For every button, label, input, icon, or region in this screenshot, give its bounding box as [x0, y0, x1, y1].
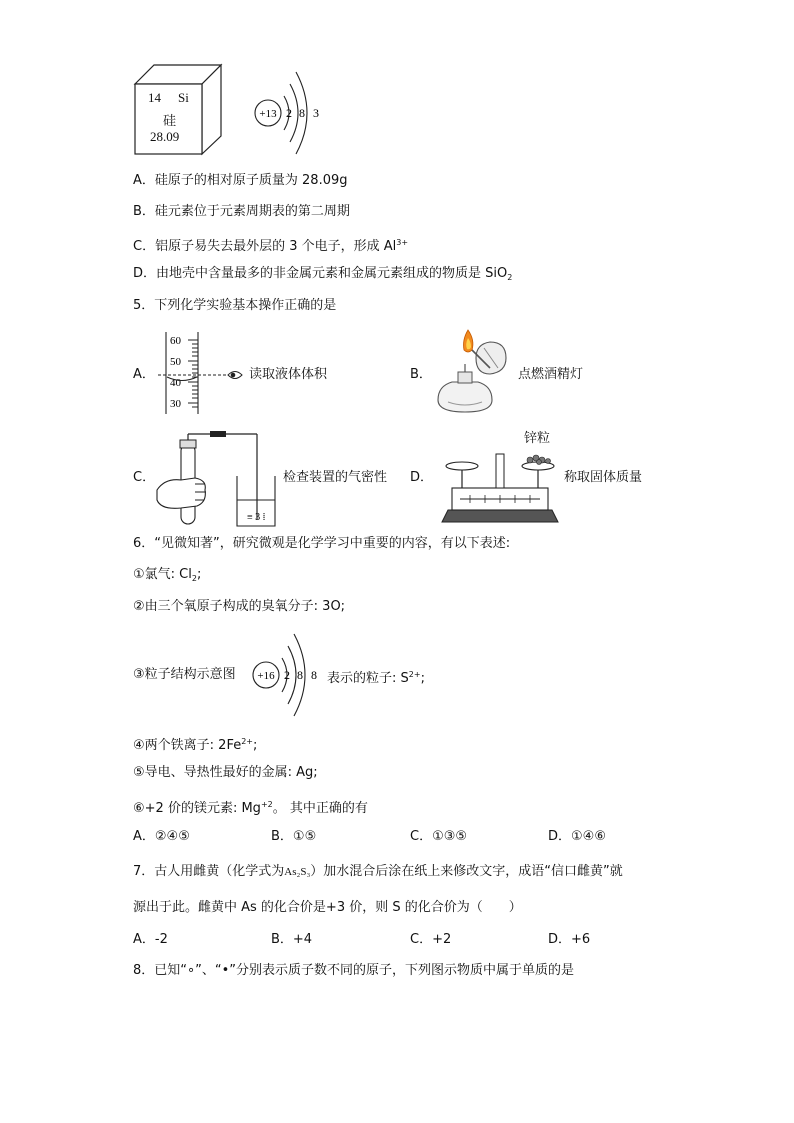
s-shell-2: 8: [297, 668, 303, 682]
q5-letter-d: D．: [410, 470, 434, 485]
q4-option-d: D．由地壳中含量最多的非金属元素和金属元素组成的物质是 SiO$_2$: [133, 266, 513, 282]
q5-label-d: 称取固体质量: [564, 470, 643, 485]
eye-icon: [228, 372, 242, 379]
al-shell-1: 2: [286, 106, 292, 120]
q6-stem: 6．“见微知著”，研究微观是化学学习中重要的内容，有以下表述:: [133, 536, 511, 551]
q5-label-a: 读取液体体积: [249, 367, 328, 382]
alcohol-lamp-ignition-diagram: [432, 328, 518, 418]
flame-icon: [464, 330, 473, 352]
graduated-cylinder-diagram: [158, 330, 248, 416]
q4-option-c: C．铝原子易失去最外层的 3 个电子，形成 $Al^{3+}$: [133, 238, 409, 254]
zinc-granules: [527, 455, 551, 465]
q7-line-2: 源出于此。雌黄中 As 的化合价是+3 价，则 S 的化合价为（ ）: [133, 900, 522, 915]
q5-letter-b: B．: [410, 367, 432, 382]
element-symbol: Si: [178, 90, 189, 105]
q4-option-a: A．硅原子的相对原子质量为 28.09g: [133, 173, 348, 188]
q7-option-a: A．-2: [133, 932, 168, 947]
q6-option-d: D．①④⑥: [548, 829, 606, 844]
s-ion-structure-diagram: [250, 628, 324, 720]
q7-option-b: B．+4: [271, 932, 313, 947]
element-mass: 28.09: [150, 129, 180, 144]
q6-statement-6: ⑥+2 价的镁元素: $Mg^{+2}$。 其中正确的有: [133, 800, 368, 816]
q7-option-d: D．+6: [548, 932, 591, 947]
q7-line-1: 7．古人用雌黄（化学式为As₂S₃）加水混合后涂在纸上来修改文字，成语“信口雌黄”就: [133, 864, 623, 879]
s-nucleus-label: +16: [257, 670, 275, 682]
s-shell-3: 8: [311, 668, 317, 682]
q5-label-b: 点燃酒精灯: [518, 367, 584, 382]
al-atom-structure-diagram: [250, 66, 330, 158]
q6-option-b: B．①⑤: [271, 829, 317, 844]
airtightness-check-diagram: [155, 430, 280, 530]
q6-statement-4: ④两个铁离子: $2Fe^{2+}$;: [133, 737, 258, 753]
q6-statement-5: ⑤导电、导热性最好的金属: Ag;: [133, 765, 318, 780]
al-shell-3: 3: [313, 106, 319, 120]
al-nucleus-label: +13: [259, 108, 277, 120]
q4-option-b: B．硅元素位于元素周期表的第二周期: [133, 204, 350, 219]
tick-label-50: 50: [170, 356, 181, 368]
q7-option-c: C．+2: [410, 932, 452, 947]
tick-label-40: 40: [170, 377, 181, 389]
s-shell-1: 2: [284, 668, 290, 682]
svg-text:≡ 3 ⁞: ≡ 3 ⁞: [247, 512, 266, 523]
q6-option-a: A．②④⑤: [133, 829, 190, 844]
q6-option-c: C．①③⑤: [410, 829, 468, 844]
tick-label-30: 30: [170, 398, 181, 410]
tick-label-60: 60: [170, 335, 181, 347]
q6-statement-1: ①氯气: $Cl_2$;: [133, 567, 202, 583]
element-name: 硅: [163, 114, 177, 129]
q8-stem: 8．已知“∘”、“•”分别表示质子数不同的原子，下列图示物质中属于单质的是: [133, 963, 575, 978]
q5-stem: 5．下列化学实验基本操作正确的是: [133, 298, 337, 313]
balance-scale-diagram: [440, 448, 560, 524]
zinc-granule-label: 锌粒: [524, 431, 551, 446]
q6-statement-2: ②由三个氧原子构成的臭氧分子: 3O;: [133, 599, 346, 614]
q6-statement-3-tail: 表示的粒子: $S^{2+}$;: [327, 670, 425, 686]
silicon-element-card: [132, 62, 227, 156]
q6-statement-3-lead: ③粒子结构示意图: [133, 667, 236, 682]
q5-label-c: 检查装置的气密性: [283, 470, 388, 485]
q5-letter-c: C．: [133, 470, 156, 485]
q5-letter-a: A．: [133, 367, 155, 382]
al-shell-2: 8: [299, 106, 305, 120]
element-number: 14: [148, 90, 161, 105]
